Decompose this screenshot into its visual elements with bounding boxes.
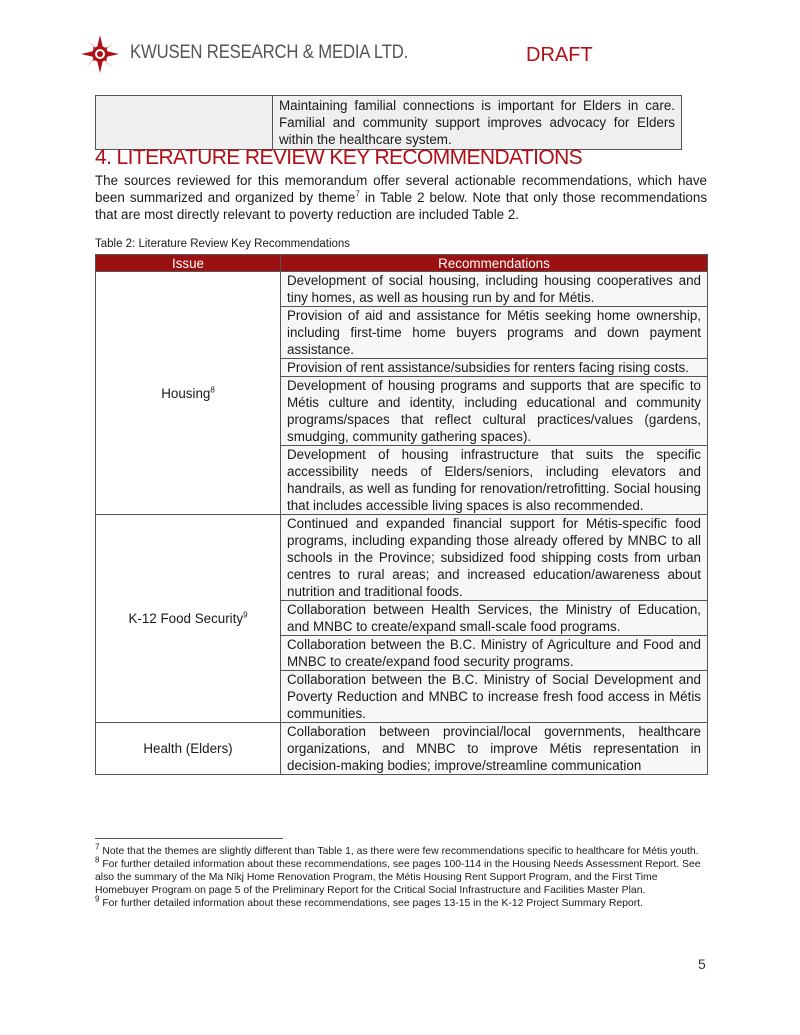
issue-housing: Housing$^8$	[96, 272, 281, 515]
table-row	[96, 96, 682, 150]
page-header	[80, 34, 720, 74]
recommendation-cell: Continued and expanded financial support for Métis-specific food programs, including expanding those already offered by MNBC to all schools in the Province; subsidized food shipping costs from urban centres to rural areas; and increased education/awareness about nutrition and traditional foods.	[281, 515, 708, 601]
table-header-row	[96, 255, 708, 272]
table-row	[96, 515, 708, 601]
footnote-ref: 8	[210, 385, 215, 395]
header-recommendations: Recommendations	[281, 255, 708, 272]
recommendation-cell: Provision of aid and assistance for Métis seeking home ownership, including first-time home buyers programs and down payment assistance.	[281, 307, 708, 359]
empty-cell	[96, 96, 273, 150]
recommendation-cell: Development of housing infrastructure that suits the specific accessibility needs of Elders/seniors, including elevators and handrails, as well as funding for renovation/retrofitting. Social housing that includes accessible living spaces is also recommended.	[281, 446, 708, 515]
footnote: $^8$ For further detailed information about these recommendations, see pages 100-114 in the Housing Needs Assessment Report. See also the summary of the Ma Nīkj Home Renovation Program, the Métis Housing Rent Support Program, and the First Time Homebuyer Program on page 5 of the Preliminary Report for the Critical Social Infrastructure and Facilities Master Plan.	[95, 855, 701, 896]
recommendation-cell: Development of housing programs and supports that are specific to Métis culture and identity, including educational and community programs/spaces that reflect cultural practices/values (gardens, smudging, community gathering spaces).	[281, 377, 708, 446]
recommendation-cell: Collaboration between provincial/local governments, healthcare organizations, and MNBC to improve Métis representation in decision-making bodies; improve/streamline communication	[281, 723, 708, 775]
footnote: $^9$ For further detailed information about these recommendations, see pages 13-15 in the K-12 Project Summary Report.	[95, 894, 643, 909]
footnote-ref: 7	[355, 189, 360, 199]
draft-label: DRAFT	[526, 44, 593, 66]
section-heading: 4. LITERATURE REVIEW KEY RECOMMENDATIONS	[95, 146, 583, 169]
footnote-ref: 9	[243, 610, 248, 620]
recommendation-cell: Collaboration between Health Services, the Ministry of Education, and MNBC to create/expand small-scale food programs.	[281, 601, 708, 636]
table-row	[96, 723, 708, 775]
recommendations-table	[95, 254, 708, 775]
star-compass-logo-icon	[80, 34, 120, 74]
section-paragraph	[95, 172, 707, 223]
page-number: 5	[698, 956, 706, 972]
recommendation-cell: Development of social housing, including housing cooperatives and tiny homes, as well as housing run by and for Métis.	[281, 272, 708, 307]
issue-health-elders: Health (Elders)	[96, 723, 281, 775]
recommendation-cell: Collaboration between the B.C. Ministry of Agriculture and Food and MNBC to create/expand food security programs.	[281, 636, 708, 671]
table-cell: Maintaining familial connections is important for Elders in care. Familial and community support improves advocacy for Elders within the healthcare system.	[273, 96, 682, 150]
footnote: $^7$ Note that the themes are slightly different than Table 1, as there were few recommendations specific to healthcare for Métis youth.	[95, 842, 699, 857]
continued-table	[95, 95, 682, 150]
paragraph-text: in Table 2 below. Note that only those recommendations that are most directly relevant to poverty reduction are included Table 2.	[95, 190, 708, 222]
table-row	[96, 272, 708, 307]
footnotes	[95, 842, 707, 910]
recommendation-cell: Provision of rent assistance/subsidies for renters facing rising costs.	[281, 359, 708, 377]
table-caption: Table 2: Literature Review Key Recommendations	[95, 238, 351, 250]
issue-food-security: K-12 Food Security$^9$	[96, 515, 281, 723]
company-name: KWUSEN RESEARCH & MEDIA LTD.	[130, 42, 409, 63]
footnote-divider	[95, 838, 283, 839]
paragraph-text: The sources reviewed for this memorandum offer several actionable recommendations, which have been summarized and organized by theme	[95, 173, 707, 205]
header-issue: Issue	[96, 255, 281, 272]
recommendation-cell: Collaboration between the B.C. Ministry of Social Development and Poverty Reduction and MNBC to increase fresh food access in Métis communities.	[281, 671, 708, 723]
